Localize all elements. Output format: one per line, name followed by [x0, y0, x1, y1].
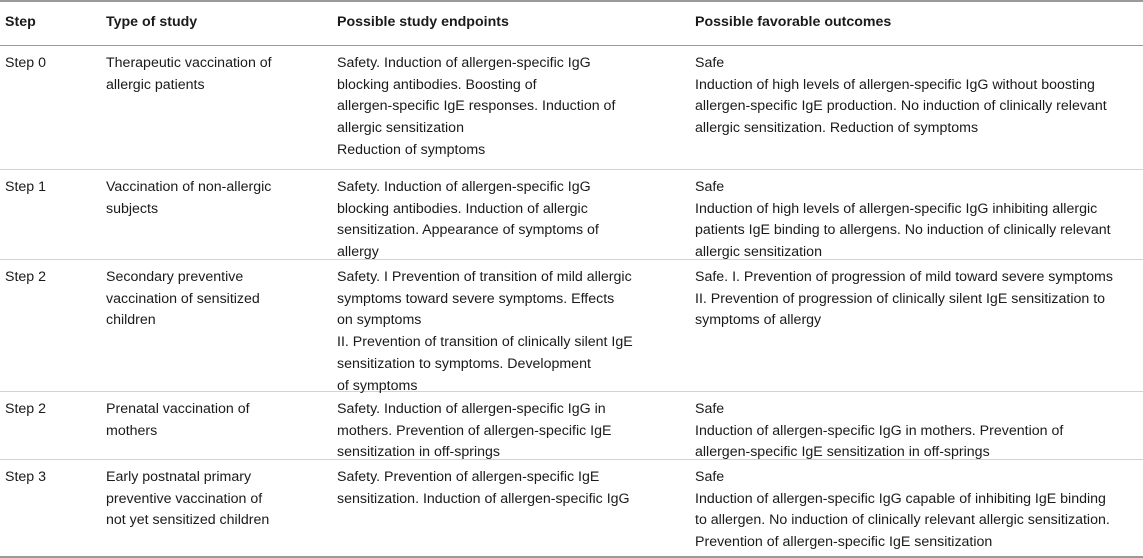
cell-line: sensitization. Appearance of symptoms of: [337, 222, 599, 239]
header-possible-favorable-outcomes: Possible favorable outcomes: [695, 14, 892, 30]
cell-step: Step 1: [5, 179, 47, 195]
table-row: [0, 46, 1143, 170]
cell-line: Safe. I. Prevention of progression of mild toward severe symptoms: [695, 269, 1113, 285]
cell-line: allergic sensitization. Reduction of symptoms: [695, 120, 979, 137]
cell-line: Early postnatal primary: [106, 469, 252, 485]
cell-line: Induction of high levels of allergen-specific IgG inhibiting allergic: [695, 200, 1098, 217]
cell-line: mothers: [106, 422, 158, 439]
cell-line: Safe: [695, 55, 725, 71]
cell-line: Safety. Induction of allergen-specific IgG in: [337, 401, 606, 417]
cell-type-of-study: [106, 460, 337, 550]
cell-line: allergic sensitization: [337, 120, 464, 137]
cell-line: allergic patients: [106, 76, 205, 93]
cell-line: allergic sensitization: [695, 244, 822, 261]
cell-study-endpoints: [337, 170, 695, 259]
cell-study-endpoints: [337, 46, 695, 169]
cell-line: allergen-specific IgE sensitization in off-springs: [695, 444, 990, 461]
cell-line: Safety. Prevention of allergen-specific IgE: [337, 469, 600, 485]
cell-line: patients IgE binding to allergens. No induction of clinically relevant: [695, 222, 1111, 239]
cell-step: Step 0: [5, 55, 47, 71]
cell-line: Induction of allergen-specific IgG in mothers. Prevention of: [695, 422, 1064, 439]
table-row: [0, 260, 1143, 392]
cell-favorable-outcomes: [695, 260, 1143, 391]
cell-line: to allergen. No induction of clinically relevant allergic sensitization.: [695, 512, 1110, 529]
cell-step: Step 3: [5, 469, 47, 485]
cell-type-of-study: [106, 260, 337, 391]
cell-line: II. Prevention of progression of clinically silent IgE sensitization to: [695, 290, 1106, 307]
cell-line: Secondary preventive: [106, 269, 244, 285]
cell-step: Step 2: [5, 401, 47, 417]
table-row: [0, 392, 1143, 460]
cell-line: Safe: [695, 179, 725, 195]
table-header-row: [0, 2, 1143, 46]
cell-favorable-outcomes: [695, 46, 1143, 169]
header-type-of-study: Type of study: [106, 14, 198, 30]
cell-line: II. Prevention of transition of clinically silent IgE: [337, 334, 633, 351]
cell-line: Safety. I Prevention of transition of mild allergic: [337, 269, 632, 285]
cell-line: sensitization in off-springs: [337, 444, 500, 461]
cell-line: of symptoms: [337, 377, 418, 394]
cell-line: subjects: [106, 200, 159, 217]
cell-line: preventive vaccination of: [106, 490, 263, 507]
cell-line: Safe: [695, 401, 725, 417]
cell-favorable-outcomes: [695, 170, 1143, 259]
cell-line: sensitization. Induction of allergen-specific IgG: [337, 490, 630, 507]
cell-line: vaccination of sensitized: [106, 290, 260, 307]
cell-line: blocking antibodies. Induction of allergic: [337, 200, 588, 217]
cell-line: Induction of high levels of allergen-specific IgG without boosting: [695, 76, 1095, 93]
cell-line: not yet sensitized children: [106, 512, 270, 529]
cell-line: symptoms toward severe symptoms. Effects: [337, 290, 615, 307]
table-row: [0, 460, 1143, 550]
cell-study-endpoints: [337, 260, 695, 394]
cell-favorable-outcomes: [695, 460, 1143, 550]
cell-favorable-outcomes: [695, 392, 1143, 459]
cell-line: Reduction of symptoms: [337, 141, 486, 158]
cell-line: Vaccination of non-allergic: [106, 179, 272, 195]
table-row: [0, 170, 1143, 260]
cell-line: children: [106, 312, 156, 329]
cell-line: allergen-specific IgE responses. Induction of: [337, 98, 616, 115]
cell-line: allergen-specific IgE production. No induction of clinically relevant: [695, 98, 1107, 115]
cell-study-endpoints: [337, 392, 695, 459]
cell-line: Prevention of allergen-specific IgE sensitization: [695, 534, 993, 551]
header-step: Step: [5, 14, 36, 30]
cell-line: Safety. Induction of allergen-specific IgG: [337, 179, 591, 195]
cell-line: Induction of allergen-specific IgG capable of inhibiting IgE binding: [695, 490, 1106, 507]
cell-line: mothers. Prevention of allergen-specific IgE: [337, 422, 612, 439]
cell-line: Therapeutic vaccination of: [106, 55, 272, 71]
cell-type-of-study: [106, 170, 337, 259]
cell-line: symptoms of allergy: [695, 312, 822, 329]
header-possible-study-endpoints: Possible study endpoints: [337, 14, 509, 30]
cell-line: allergy: [337, 244, 379, 261]
cell-line: on symptoms: [337, 312, 422, 329]
cell-line: sensitization to symptoms. Development: [337, 355, 591, 372]
cell-type-of-study: [106, 46, 337, 169]
cell-line: Prenatal vaccination of: [106, 401, 250, 417]
cell-study-endpoints: [337, 460, 695, 550]
cell-step: Step 2: [5, 269, 47, 285]
cell-line: blocking antibodies. Boosting of: [337, 76, 537, 93]
cell-type-of-study: [106, 392, 337, 459]
cell-line: Safe: [695, 469, 725, 485]
cell-line: Safety. Induction of allergen-specific IgG: [337, 55, 591, 71]
